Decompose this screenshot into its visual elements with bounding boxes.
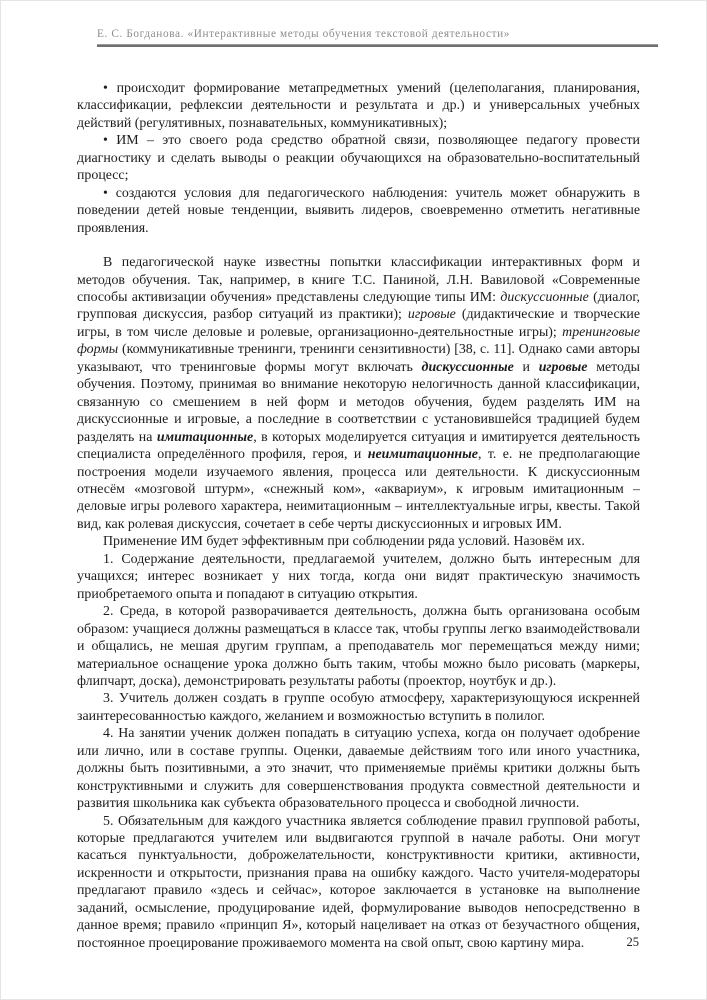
- paragraph-numbered: [77, 813, 640, 953]
- paragraph-body: [77, 254, 640, 533]
- text-run: (диалог, групповая дискуссия, разбор ситуаций из практики);: [77, 289, 640, 323]
- text-run: игровые: [407, 307, 456, 323]
- header-rule: [97, 44, 658, 47]
- text-run: В педагогической науке известны попытки классификации интерактивных форм и методов обучения. Так, например, в книге Т.С. Паниной, Л.Н. Вавиловой «Современные способы активизации обучения» представлены следующие типы ИМ:: [77, 255, 640, 305]
- text-run: 1. Содержание деятельности, предлагаемой учителем, должно быть интересным для учащихся; интерес возникает у них тогда, когда они видят практическую значимость приобретаемого опыта и попадают в ситуацию открытия.: [77, 551, 640, 602]
- paragraph-bullet: [77, 80, 640, 132]
- text-run: 2. Среда, в которой разворачивается деятельность, должна быть организована особым образом: учащиеся должны размещаться в классе так, чтобы группы легко взаимодействовали и общались, не мешая другим группам, а преподаватель мог перемещаться между ними; материальное оснащение урока должно быть таким, чтобы можно было рисовать (маркеры, флипчарт, доска), демонстрировать результаты работы (проектор, ноутбук и др.).: [77, 604, 640, 689]
- text-run: игровые: [538, 359, 588, 375]
- page-header: [97, 28, 658, 47]
- text-run: дискуссионные: [421, 359, 514, 375]
- text-run: Применение ИМ будет эффективным при соблюдении ряда условий. Назовём их.: [103, 534, 585, 550]
- document-body: [77, 80, 640, 952]
- page-number: 25: [626, 935, 639, 949]
- text-run: 4. На занятии ученик должен попадать в ситуацию успеха, когда он получает одобрение или лично, или в составе группы. Оценки, даваемые действиям того или иного участника, должны быть позитивными, а это значит, что применяемые приёмы критики должны быть конструктивными и служить для совершенствования продукта совместной деятельности и развития школьника как субъекта образовательного процесса и свободной личности.: [77, 726, 640, 812]
- text-run: тренинговые формы: [77, 324, 640, 358]
- paragraph-numbered: [77, 690, 640, 725]
- text-run: дискуссионные: [500, 289, 589, 305]
- text-run: , т. е. не предполагающие построения модели изучаемого явления, процесса или деятельности. К дискуссионным отнесём «мозговой штурм», «снежный ком», «аквариум», к игровым имитационным – деловые игры ролевого характера, неимитационным – интеллектуальные игры, квесты. Такой вид, как ролевая дискуссия, сочетает в себе черты дискуссионных и игровых ИМ.: [77, 447, 640, 532]
- text-run: (дидактические и творческие игры, в том числе деловые и ролевые, организационно-деятельностные игры);: [77, 307, 640, 340]
- text-run: • происходит формирование метапредметных умений (целеполагания, планирования, классификации, рефлексии деятельности и результата и др.) и универсальных учебных действий (регулятивных, познавательных, коммуникативных);: [77, 81, 640, 131]
- text-run: неимитационные: [367, 447, 478, 463]
- text-run: 3. Учитель должен создать в группе особую атмосферу, характеризующуюся искренней заинтересованностью каждого, желанием и возможностью вступить в полилог.: [77, 691, 640, 724]
- running-title: Е. С. Богданова. «Интерактивные методы обучения текстовой деятельности»: [97, 28, 510, 40]
- text-run: (коммуникативные тренинги, тренинги сензитивности) [38, с. 11]. Однако сами авторы указывают, что тренинговые формы могут включать: [77, 342, 640, 375]
- paragraph-body: [77, 533, 640, 550]
- text-run: • ИМ – это своего рода средство обратной связи, позволяющее педагогу провести диагностику и сделать выводы о реакции обучающихся на образовательно-воспитательный процесс;: [77, 133, 640, 184]
- paragraph-numbered: [77, 603, 640, 690]
- paragraph-numbered: [77, 551, 640, 603]
- text-run: и: [513, 359, 539, 375]
- paragraph-bullet: [77, 132, 640, 184]
- text-run: 5. Обязательным для каждого участника является соблюдение правил групповой работы, которые предлагаются учителем или выдвигаются группой в начале работы. Они могут касаться пунктуальности, доброжелательности, конструктивности критики, активности, искренности и открытости, признания права на ошибку каждого. Часто учителя-модераторы предлагают правило «здесь и сейчас», которое заключается в установке на выполнение заданий, осмысление, продуцирование идей, формулирование выводов непосредственно в данное время; правило «принцип Я», который нацеливает на отказ от безучастного общения, постоянное проецирование проживаемого момента на свой опыт, свою картину мира.: [77, 813, 640, 951]
- text-run: , в которых моделируется ситуация и имитируется деятельность специалиста определённого профиля, героя, и: [77, 429, 640, 463]
- paragraph-bullet: [77, 185, 640, 237]
- text-run: • создаются условия для педагогического наблюдения: учитель может обнаружить в поведении детей новые тенденции, выявить лидеров, своевременно отметить негативные проявления.: [77, 185, 640, 236]
- paragraph-numbered: [77, 725, 640, 812]
- text-run: имитационные: [156, 429, 254, 445]
- text-run: методы обучения. Поэтому, принимая во внимание некоторую нелогичность данной классификации, связанную со смешением в ней форм и методов обучения, будем разделять ИМ на дискуссионные и игровые, а последние в соответствии с установившейся традицией будем разделять на: [77, 359, 641, 445]
